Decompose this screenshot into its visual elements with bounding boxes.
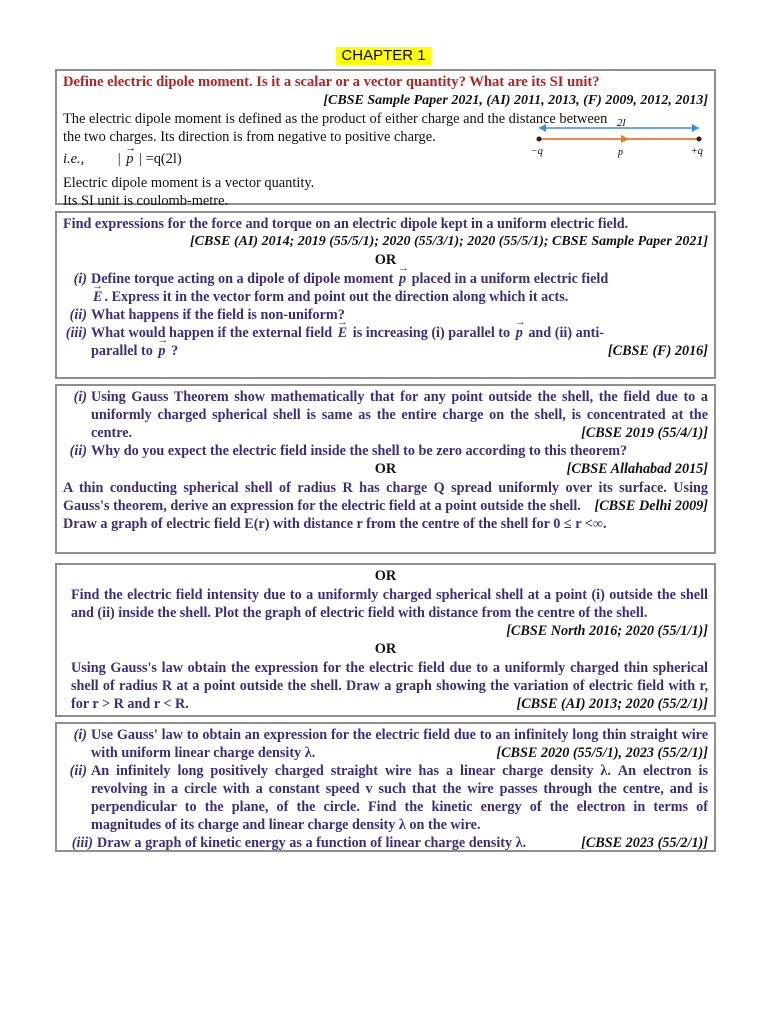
answer-1-line-2: the two charges. Its direction is from negative to positive charge. — [63, 129, 436, 145]
or-reference: [CBSE Allahabad 2015] — [566, 461, 708, 477]
p-vector: → p — [397, 271, 408, 287]
dipole-diagram — [529, 119, 709, 159]
paragraph-text: Find the electric field intensity due to a uniformly charged spherical shell at a point (i) outside the shell and (ii) inside the shell. Plot the graph of electric field with distance from the centre of the shell. — [71, 587, 708, 621]
question-2-part-ii — [63, 306, 708, 324]
or-separator: OR — [374, 461, 397, 477]
e-vector: → E — [336, 325, 349, 341]
question-4-para-1 — [63, 586, 708, 639]
formula-rest: | =q(2l) — [139, 151, 182, 167]
diagram-neg-label: −q — [531, 146, 543, 157]
p-vector: → p — [514, 325, 525, 341]
part-reference: [CBSE 2019 (55/4/1)] — [581, 425, 708, 441]
answer-1-formula: i.e., | → p | =q(2l) — [63, 150, 708, 168]
question-2-part-iii — [63, 324, 708, 360]
part-text: What would happen if the external field — [91, 325, 333, 341]
paragraph-reference: [CBSE Delhi 2009] — [594, 498, 708, 514]
part-number: (ii) — [69, 307, 87, 323]
question-box-3 — [55, 384, 716, 554]
paragraph-reference: [CBSE North 2016; 2020 (55/1/1)] — [506, 623, 708, 639]
diagram-distance-label: 2l — [617, 119, 626, 129]
ie-label: i.e., — [63, 151, 85, 167]
p-vector: → p — [156, 343, 167, 359]
question-2-reference: [CBSE (AI) 2014; 2019 (55/5/1); 2020 (55/3/1); 2020 (55/5/1); CBSE Sample Paper 2021] — [190, 234, 708, 249]
question-2-title: Find expressions for the force and torque on an electric dipole kept in a uniform electric field. — [63, 216, 629, 232]
paragraph-reference: [CBSE (AI) 2013; 2020 (55/2/1)] — [516, 696, 708, 712]
question-box-2 — [55, 211, 716, 379]
part-number: (ii) — [69, 443, 87, 459]
part-number: (i) — [73, 727, 87, 743]
part-number: (iii) — [71, 835, 93, 851]
question-5-part-ii — [63, 762, 708, 834]
formula-p-vector: → p — [124, 151, 135, 167]
answer-1-vector-line: Electric dipole moment is a vector quantity. — [63, 175, 315, 191]
question-3-paragraph — [63, 479, 708, 515]
diagram-pos-label: +q — [691, 146, 703, 157]
part-text: Use Gauss' law to obtain an expression for the electric field due to an infinitely long thin straight wire with uniform linear charge density λ. — [91, 727, 708, 761]
part-text: An infinitely long positively charged straight wire has a linear charge density λ. An electron is revolving in a circle with a constant speed v such that the wire passes through the centre, and is perpendicular to the plane, of the circle. Find the kinetic energy of the electron in terms of magnitudes of its charge and linear charge density λ on the wire. — [91, 763, 708, 833]
diagram-p-label: p — [618, 147, 623, 158]
part-text: parallel to — [91, 343, 153, 359]
part-reference: [CBSE 2020 (55/5/1), 2023 (55/2/1)] — [496, 745, 708, 761]
answer-1-line-1: The electric dipole moment is defined as the product of either charge and the distance between — [63, 111, 608, 127]
part-reference: [CBSE 2023 (55/2/1)] — [581, 835, 708, 851]
part-text: Draw a graph of kinetic energy as a function of linear charge density λ. — [97, 835, 527, 851]
answer-1-unit-line: Its SI unit is coulomb-metre. — [63, 193, 229, 209]
question-5-part-i — [63, 726, 708, 762]
question-2-part-i — [63, 270, 708, 306]
question-1-reference: [CBSE Sample Paper 2021, (AI) 2011, 2013, (F) 2009, 2012, 2013] — [323, 93, 708, 108]
paragraph-text: A thin conducting spherical shell of radius R has charge Q spread uniformly over its surface. Using Gauss's theorem, derive an expression for the electric field at a point outside the shell. — [63, 480, 708, 514]
or-row — [63, 460, 708, 479]
e-vector: → E — [91, 289, 104, 305]
part-number: (ii) — [69, 763, 87, 779]
question-3-part-i — [63, 388, 708, 442]
part-text: Why do you expect the electric field inside the shell to be zero according to this theorem? — [91, 443, 628, 459]
part-text: Using Gauss Theorem show mathematically that for any point outside the shell, the field due to a uniformly charged spherical shell is same as the entire charge on the shell, is concentrated at the centre. — [91, 389, 708, 441]
question-2-ref-2: [CBSE (F) 2016] — [607, 343, 708, 359]
part-number: (i) — [73, 271, 87, 287]
question-5-part-iii — [63, 834, 708, 852]
part-text: ? — [171, 343, 179, 359]
question-1-title: Define electric dipole moment. Is it a scalar or a vector quantity? What are its SI unit? — [63, 74, 600, 90]
question-3-part-ii — [63, 442, 708, 460]
question-box-4 — [55, 563, 716, 717]
question-box-1 — [55, 69, 716, 209]
part-number: (i) — [73, 389, 87, 405]
paragraph-text: Using Gauss's law obtain the expression for the electric field due to a uniformly charged thin spherical shell of radius R at a point outside the shell. Draw a graph showing the variation of electric field with r, for r > R and r < R. — [71, 660, 708, 712]
question-3-last: Draw a graph of electric field E(r) with distance r from the centre of the shell for 0 ≤ r <∞. — [63, 516, 607, 532]
or-separator: OR — [374, 252, 397, 268]
part-text: What happens if the field is non-uniform? — [91, 307, 345, 323]
or-separator: OR — [374, 641, 397, 657]
part-text: Define torque acting on a dipole of dipole moment — [91, 271, 394, 287]
part-text: is increasing (i) parallel to — [352, 325, 511, 341]
or-separator: OR — [374, 568, 397, 584]
chapter-heading: CHAPTER 1 — [336, 47, 431, 65]
part-text: placed in a uniform electric field — [411, 271, 609, 287]
part-text: and (ii) anti- — [528, 325, 605, 341]
question-box-5 — [55, 722, 716, 852]
part-number: (iii) — [65, 325, 87, 341]
question-4-para-2 — [63, 659, 708, 713]
part-text: . Express it in the vector form and point out the direction along which it acts. — [104, 289, 569, 305]
